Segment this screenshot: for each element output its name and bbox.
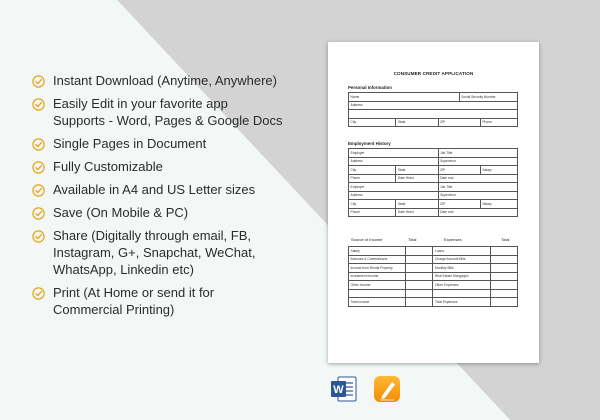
income-row [349, 255, 518, 264]
feature-item [32, 181, 322, 198]
document-preview [328, 42, 539, 363]
expense-cell: Total Expenses [433, 298, 490, 307]
income-source-cell: Bonuses & Commissions [349, 255, 406, 264]
field-salary-2: Salary [480, 200, 517, 209]
feature-text: Instant Download (Anytime, Anywhere) [53, 73, 277, 88]
expense-cell: Monthly Bills [433, 264, 490, 273]
expenses-total-header: Total [501, 237, 510, 242]
expenses-header: Expenses [444, 237, 462, 242]
check-circle-icon [32, 75, 45, 88]
feature-text: Print (At Home or send it for Commercial Printing) [53, 285, 215, 317]
expense-cell: Charge Account Bills [433, 255, 490, 264]
income-total-cell [406, 247, 433, 256]
income-total-cell [406, 289, 433, 298]
field-zip: ZIP [438, 118, 480, 127]
income-total-cell [406, 281, 433, 290]
feature-item [32, 95, 322, 129]
check-circle-icon [32, 98, 45, 111]
field-job-title-2: Job Title [438, 183, 517, 192]
expense-total-cell [490, 255, 517, 264]
income-source-cell: Investment Income [349, 272, 406, 281]
field-emp-state-2: State [396, 200, 438, 209]
feature-text: Fully Customizable [53, 159, 163, 174]
field-emp-address-2: Address [349, 191, 439, 200]
income-row [349, 272, 518, 281]
feature-item [32, 135, 322, 152]
income-source-cell: Total Income [349, 298, 406, 307]
svg-text:W: W [333, 384, 344, 396]
field-employer-1: Employer [349, 149, 439, 158]
field-emp-city-1: City [349, 166, 396, 175]
income-total-cell [406, 298, 433, 307]
expense-total-cell [490, 272, 517, 281]
expense-total-cell [490, 298, 517, 307]
income-row [349, 264, 518, 273]
check-circle-icon [32, 287, 45, 300]
expense-total-cell [490, 281, 517, 290]
check-circle-icon [32, 230, 45, 243]
feature-item [32, 227, 322, 278]
field-emp-phone-1: Phone [349, 174, 396, 183]
check-circle-icon [32, 207, 45, 220]
field-emp-zip-2: ZIP [438, 200, 480, 209]
field-blank [349, 110, 518, 119]
field-city: City [349, 118, 396, 127]
employment-title: Employment History [348, 141, 391, 146]
field-emp-city-2: City [349, 200, 396, 209]
feature-item [32, 158, 322, 175]
income-source-cell: Income from Rental Property [349, 264, 406, 273]
feature-item [32, 72, 322, 89]
feature-text: Save (On Mobile & PC) [53, 205, 189, 220]
field-emp-state-1: State [396, 166, 438, 175]
expense-cell [433, 289, 490, 298]
field-ssn: Social Security Number [459, 93, 517, 102]
expense-total-cell [490, 247, 517, 256]
personal-info-table [348, 92, 518, 127]
expense-total-cell [490, 264, 517, 273]
feature-list [32, 72, 322, 324]
income-total-header: Total [408, 237, 417, 242]
field-job-title-1: Job Title [438, 149, 517, 158]
income-source-cell [349, 289, 406, 298]
income-row [349, 298, 518, 307]
income-source-cell: Other Income [349, 281, 406, 290]
field-date-end-1: Date end [438, 174, 517, 183]
field-name: Name [349, 93, 460, 102]
personal-info-title: Personal Information [348, 85, 392, 90]
check-circle-icon [32, 184, 45, 197]
feature-text: Share (Digitally through email, FB, Instagram, G+, Snapchat, WeChat, WhatsApp, Linkedin etc) [53, 228, 256, 277]
expense-cell: Loans [433, 247, 490, 256]
field-date-end-2: Date end [438, 208, 517, 217]
field-date-hired-2: Date Hired [396, 208, 438, 217]
income-header [348, 237, 518, 244]
word-icon [330, 375, 358, 403]
field-emp-phone-2: Phone [349, 208, 396, 217]
field-date-hired-1: Date Hired [396, 174, 438, 183]
income-table [348, 246, 518, 307]
income-total-cell [406, 255, 433, 264]
feature-item [32, 204, 322, 221]
field-supervisor-2: Supervisor [438, 191, 517, 200]
field-employer-2: Employer [349, 183, 439, 192]
income-source-header: Source of Income [351, 237, 383, 242]
expense-cell: Other Expenses [433, 281, 490, 290]
income-source-cell: Salary [349, 247, 406, 256]
feature-item [32, 284, 322, 318]
field-supervisor-1: Supervisor [438, 157, 517, 166]
pages-icon [373, 375, 401, 403]
employment-table [348, 148, 518, 217]
income-row [349, 281, 518, 290]
field-emp-zip-1: ZIP [438, 166, 480, 175]
field-phone: Phone [480, 118, 517, 127]
check-circle-icon [32, 138, 45, 151]
field-salary-1: Salary [480, 166, 517, 175]
feature-text: Single Pages in Document [53, 136, 207, 151]
field-address: Address [349, 101, 518, 110]
income-total-cell [406, 264, 433, 273]
feature-text: Available in A4 and US Letter sizes [53, 182, 256, 197]
field-emp-address-1: Address [349, 157, 439, 166]
income-row [349, 289, 518, 298]
expense-total-cell [490, 289, 517, 298]
income-row [349, 247, 518, 256]
expense-cell: Real Estate Mortgages [433, 272, 490, 281]
field-state: State [396, 118, 438, 127]
feature-text: Easily Edit in your favorite app Supports - Word, Pages & Google Docs [53, 96, 283, 128]
doc-title: CONSUMER CREDIT APPLICATION [393, 71, 474, 76]
check-circle-icon [32, 161, 45, 174]
income-total-cell [406, 272, 433, 281]
